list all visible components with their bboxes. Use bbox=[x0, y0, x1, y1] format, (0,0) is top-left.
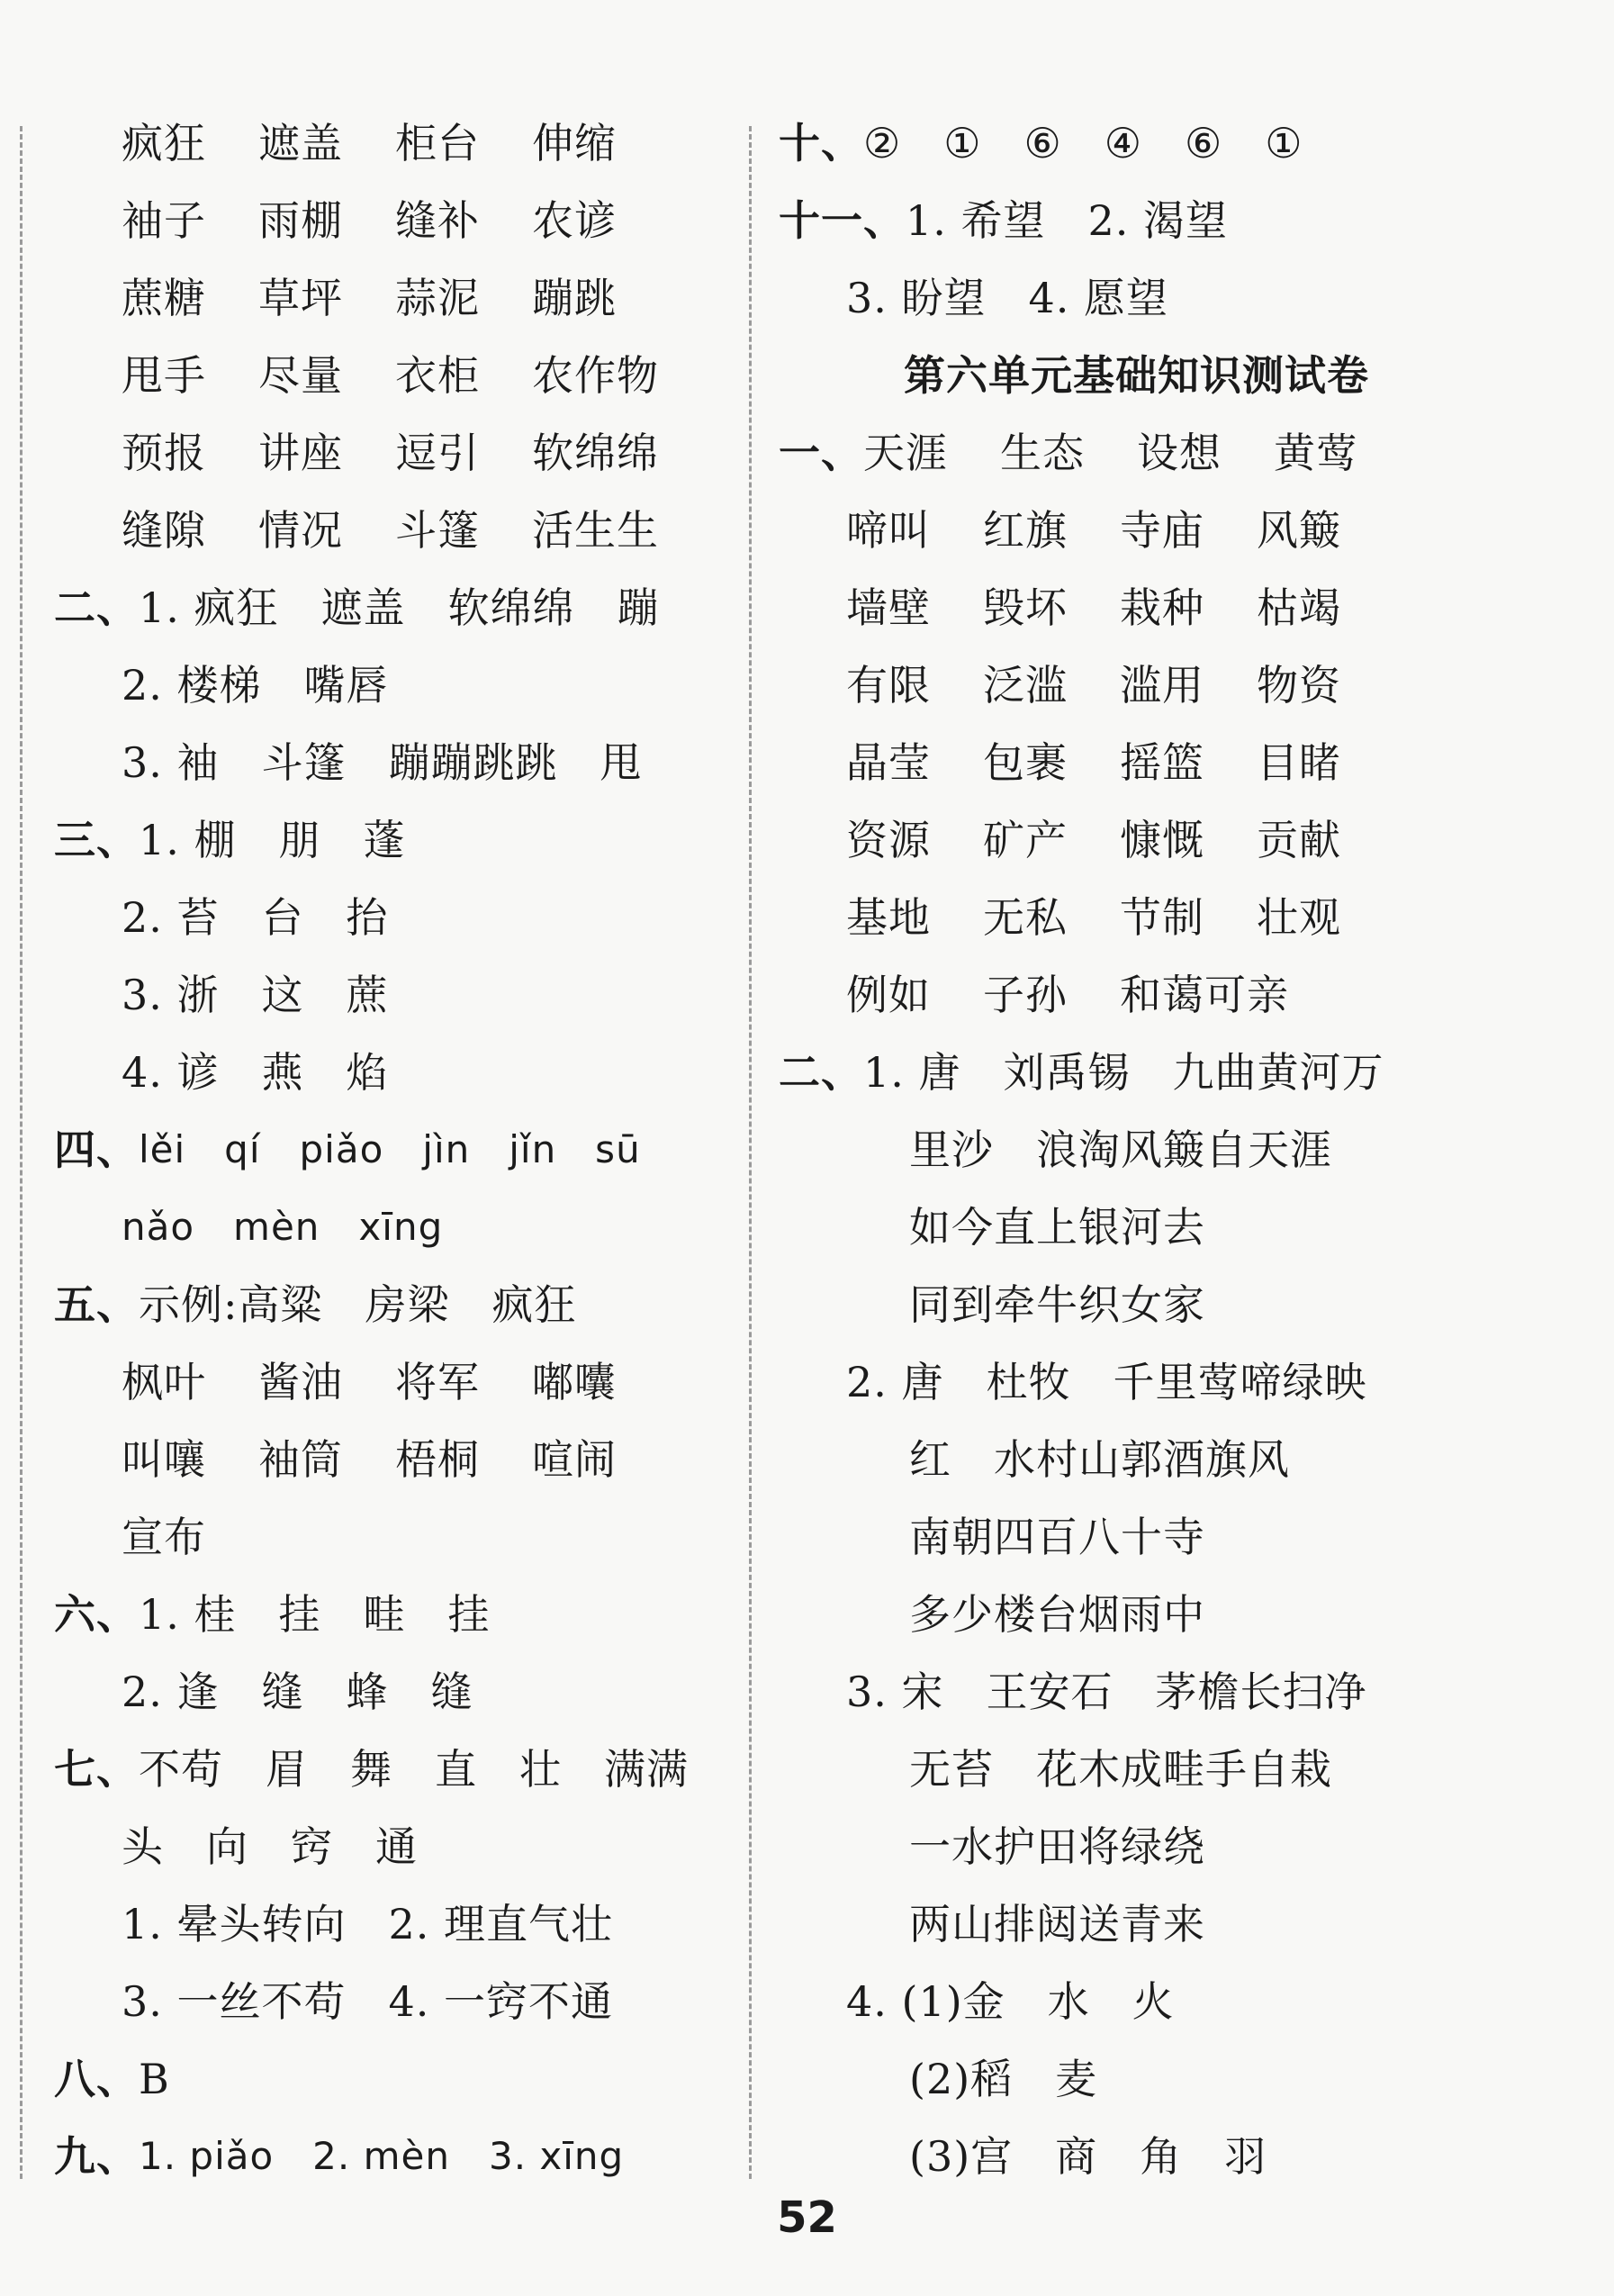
answer-word: 雨棚 bbox=[258, 196, 343, 245]
answer-word: 摇篮 bbox=[1120, 738, 1204, 787]
answer-word: 资源 bbox=[846, 816, 931, 864]
answer-text: 如今直上银河去 bbox=[909, 1203, 1205, 1252]
right-answer-line bbox=[0, 1040, 1602, 1117]
answer-word: 墙壁 bbox=[846, 583, 931, 632]
answer-word: 农作物 bbox=[532, 351, 659, 400]
right-answer-line bbox=[0, 963, 1602, 1040]
answer-word: 伸缩 bbox=[532, 119, 617, 167]
answer-word: 无私 bbox=[983, 893, 1068, 942]
answer-word: 嘟囔 bbox=[532, 1358, 617, 1406]
question-number: 四、 bbox=[54, 1125, 139, 1174]
answer-text: 1. 桂 挂 畦 挂 bbox=[139, 1590, 491, 1639]
answer-word: 物资 bbox=[1257, 661, 1341, 710]
answer-text: 4. (1)金 水 火 bbox=[846, 1977, 1175, 2026]
right-answer-line bbox=[0, 266, 1602, 343]
right-answer-line bbox=[0, 1117, 1602, 1195]
right-answer-line bbox=[0, 1659, 1602, 1737]
right-answer-line bbox=[0, 885, 1602, 963]
answer-word: 蹦跳 bbox=[532, 274, 617, 322]
answer-text: 多少楼台烟雨中 bbox=[909, 1590, 1205, 1639]
answer-word: 讲座 bbox=[258, 429, 343, 477]
answer-text: (2)稻 麦 bbox=[909, 2055, 1098, 2103]
right-answer-line bbox=[0, 188, 1602, 266]
answer-word: 缝隙 bbox=[122, 506, 206, 555]
right-answer-line bbox=[0, 1969, 1602, 2047]
right-answer-line bbox=[0, 1737, 1602, 1814]
answer-word: 袖筒 bbox=[258, 1435, 343, 1484]
answer-word: 情况 bbox=[258, 506, 343, 555]
answer-word: 壮观 bbox=[1257, 893, 1341, 942]
answer-word: 梧桐 bbox=[395, 1435, 480, 1484]
right-answer-line bbox=[0, 2124, 1602, 2201]
right-answer-line bbox=[0, 343, 1602, 420]
answer-word: 蔗糖 bbox=[122, 274, 206, 322]
answer-word: 子孙 bbox=[983, 971, 1068, 1019]
answer-word: 活生生 bbox=[532, 506, 659, 555]
right-answer-line bbox=[0, 653, 1602, 730]
question-number: 七、 bbox=[54, 1745, 139, 1794]
answer-word: 酱油 bbox=[258, 1358, 343, 1406]
answer-word: 滥用 bbox=[1120, 661, 1204, 710]
answer-word: 疯狂 bbox=[122, 119, 206, 167]
answer-text: 3. 一丝不苟 4. 一窍不通 bbox=[122, 1977, 614, 2026]
answer-word: 将军 bbox=[395, 1358, 480, 1406]
right-answer-line bbox=[0, 498, 1602, 575]
answer-text: 3. 袖 斗篷 蹦蹦跳跳 甩 bbox=[122, 738, 643, 787]
answer-word: 喧闹 bbox=[532, 1435, 617, 1484]
answer-text: 3. 盼望 4. 愿望 bbox=[846, 274, 1169, 322]
answer-text: 无苔 花木成畦手自栽 bbox=[909, 1745, 1332, 1794]
right-answer-line bbox=[0, 1582, 1602, 1659]
answer-word: 缝补 bbox=[395, 196, 480, 245]
answer-word: 矿产 bbox=[983, 816, 1068, 864]
right-answer-line bbox=[0, 1892, 1602, 1969]
answer-word: 有限 bbox=[846, 661, 931, 710]
answer-text: 里沙 浪淘风簸自天涯 bbox=[909, 1125, 1332, 1174]
question-number: 二、 bbox=[779, 1048, 863, 1097]
answer-word: 黄莺 bbox=[1274, 429, 1358, 477]
answer-text: 2. 楼梯 嘴唇 bbox=[122, 661, 389, 710]
right-answer-line bbox=[0, 1195, 1602, 1272]
answer-word: 毁坏 bbox=[983, 583, 1068, 632]
right-answer-line bbox=[0, 575, 1602, 653]
answer-word: 包裹 bbox=[983, 738, 1068, 787]
answer-word: 寺庙 bbox=[1120, 506, 1204, 555]
answer-text: 1. 棚 朋 蓬 bbox=[139, 816, 406, 864]
answer-word: 啼叫 bbox=[846, 506, 931, 555]
answer-text: 2. 逢 缝 蜂 缝 bbox=[122, 1668, 473, 1716]
answer-word: 贡献 bbox=[1257, 816, 1341, 864]
answer-word: 栽种 bbox=[1120, 583, 1204, 632]
answer-text: 3. 浙 这 蔗 bbox=[122, 971, 389, 1019]
question-number: 六、 bbox=[54, 1590, 139, 1639]
answer-word: 袖子 bbox=[122, 196, 206, 245]
answer-text: 2. 唐 杜牧 千里莺啼绿映 bbox=[846, 1358, 1367, 1406]
question-number: 二、 bbox=[54, 583, 139, 632]
answer-text: 2. 苔 台 抬 bbox=[122, 893, 389, 942]
right-column bbox=[0, 111, 1602, 2201]
answer-text: 红 水村山郭酒旗风 bbox=[909, 1435, 1290, 1484]
answer-word: 衣柜 bbox=[395, 351, 480, 400]
answer-text: 3. 宋 王安石 茅檐长扫净 bbox=[846, 1668, 1367, 1716]
answer-word: 软绵绵 bbox=[532, 429, 659, 477]
answer-word: 逗引 bbox=[395, 429, 480, 477]
answer-text: ② ① ⑥ ④ ⑥ ① bbox=[863, 119, 1303, 167]
right-answer-line bbox=[0, 1272, 1602, 1350]
answer-word: 柜台 bbox=[395, 119, 480, 167]
pinyin-text: nǎo mèn xīng bbox=[122, 1205, 444, 1249]
answer-word: 遮盖 bbox=[258, 119, 343, 167]
answer-text: B bbox=[139, 2055, 170, 2103]
question-number: 八、 bbox=[54, 2055, 139, 2103]
question-number: 三、 bbox=[54, 816, 139, 864]
answer-text: 1. 疯狂 遮盖 软绵绵 蹦 bbox=[139, 583, 660, 632]
right-answer-line bbox=[0, 111, 1602, 188]
page-number: 52 bbox=[777, 2192, 837, 2243]
answer-word: 预报 bbox=[122, 429, 206, 477]
answer-word: 生态 bbox=[1000, 429, 1085, 477]
answer-word: 目睹 bbox=[1257, 738, 1341, 787]
answer-word: 斗篷 bbox=[395, 506, 480, 555]
right-answer-line bbox=[0, 1350, 1602, 1427]
question-number: 十一、 bbox=[779, 196, 906, 245]
pinyin-text: 1. piǎo 2. mèn 3. xīng bbox=[139, 2134, 625, 2178]
answer-word: 基地 bbox=[846, 893, 931, 942]
answer-word: 风簸 bbox=[1257, 506, 1341, 555]
answer-word: 农谚 bbox=[532, 196, 617, 245]
answer-word: 晶莹 bbox=[846, 738, 931, 787]
right-answer-line bbox=[0, 1814, 1602, 1892]
section-title: 第六单元基础知识测试卷 bbox=[904, 351, 1369, 400]
answer-word: 红旗 bbox=[983, 506, 1068, 555]
right-answer-line bbox=[0, 730, 1602, 808]
pinyin-text: lěi qí piǎo jìn jǐn sū bbox=[139, 1127, 641, 1171]
answer-word: 叫嚷 bbox=[122, 1435, 206, 1484]
answer-text: 头 向 窍 通 bbox=[122, 1822, 418, 1871]
answer-word: 泛滥 bbox=[983, 661, 1068, 710]
answer-text: 1. 晕头转向 2. 理直气壮 bbox=[122, 1900, 614, 1948]
answer-text: 1. 希望 2. 渴望 bbox=[906, 196, 1229, 245]
question-number: 九、 bbox=[54, 2132, 139, 2181]
answer-word: 枯竭 bbox=[1257, 583, 1341, 632]
question-number: 一、 bbox=[779, 429, 863, 477]
answer-text: 不苟 眉 舞 直 壮 满满 bbox=[139, 1745, 689, 1794]
right-answer-line bbox=[0, 420, 1602, 498]
answer-word: 枫叶 bbox=[122, 1358, 206, 1406]
answer-text: 1. 唐 刘禹锡 九曲黄河万 bbox=[863, 1048, 1384, 1097]
answer-word: 设想 bbox=[1137, 429, 1222, 477]
answer-word: 甩手 bbox=[122, 351, 206, 400]
answer-text: 同到牵牛织女家 bbox=[909, 1280, 1205, 1329]
answer-text: 宣布 bbox=[122, 1513, 206, 1561]
right-answer-line bbox=[0, 808, 1602, 885]
answer-word: 例如 bbox=[846, 971, 931, 1019]
right-answer-line bbox=[0, 1505, 1602, 1582]
answer-word: 天涯 bbox=[863, 429, 948, 477]
answer-word: 和蔼可亲 bbox=[1120, 971, 1289, 1019]
answer-text: 南朝四百八十寺 bbox=[909, 1513, 1205, 1561]
right-answer-line bbox=[0, 2047, 1602, 2124]
answer-text: 4. 谚 燕 焰 bbox=[122, 1048, 389, 1097]
answer-word: 节制 bbox=[1120, 893, 1204, 942]
answer-word: 蒜泥 bbox=[395, 274, 480, 322]
answer-text: (3)宫 商 角 羽 bbox=[909, 2132, 1267, 2181]
question-number: 五、 bbox=[54, 1280, 139, 1329]
question-number: 十、 bbox=[779, 119, 863, 167]
answer-word: 尽量 bbox=[258, 351, 343, 400]
answer-text: 两山排闼送青来 bbox=[909, 1900, 1205, 1948]
answer-word: 慷慨 bbox=[1120, 816, 1204, 864]
answer-word: 草坪 bbox=[258, 274, 343, 322]
answer-text: 一水护田将绿绕 bbox=[909, 1822, 1205, 1871]
right-answer-line bbox=[0, 1427, 1602, 1505]
answer-text: 示例:高粱 房梁 疯狂 bbox=[139, 1280, 577, 1329]
